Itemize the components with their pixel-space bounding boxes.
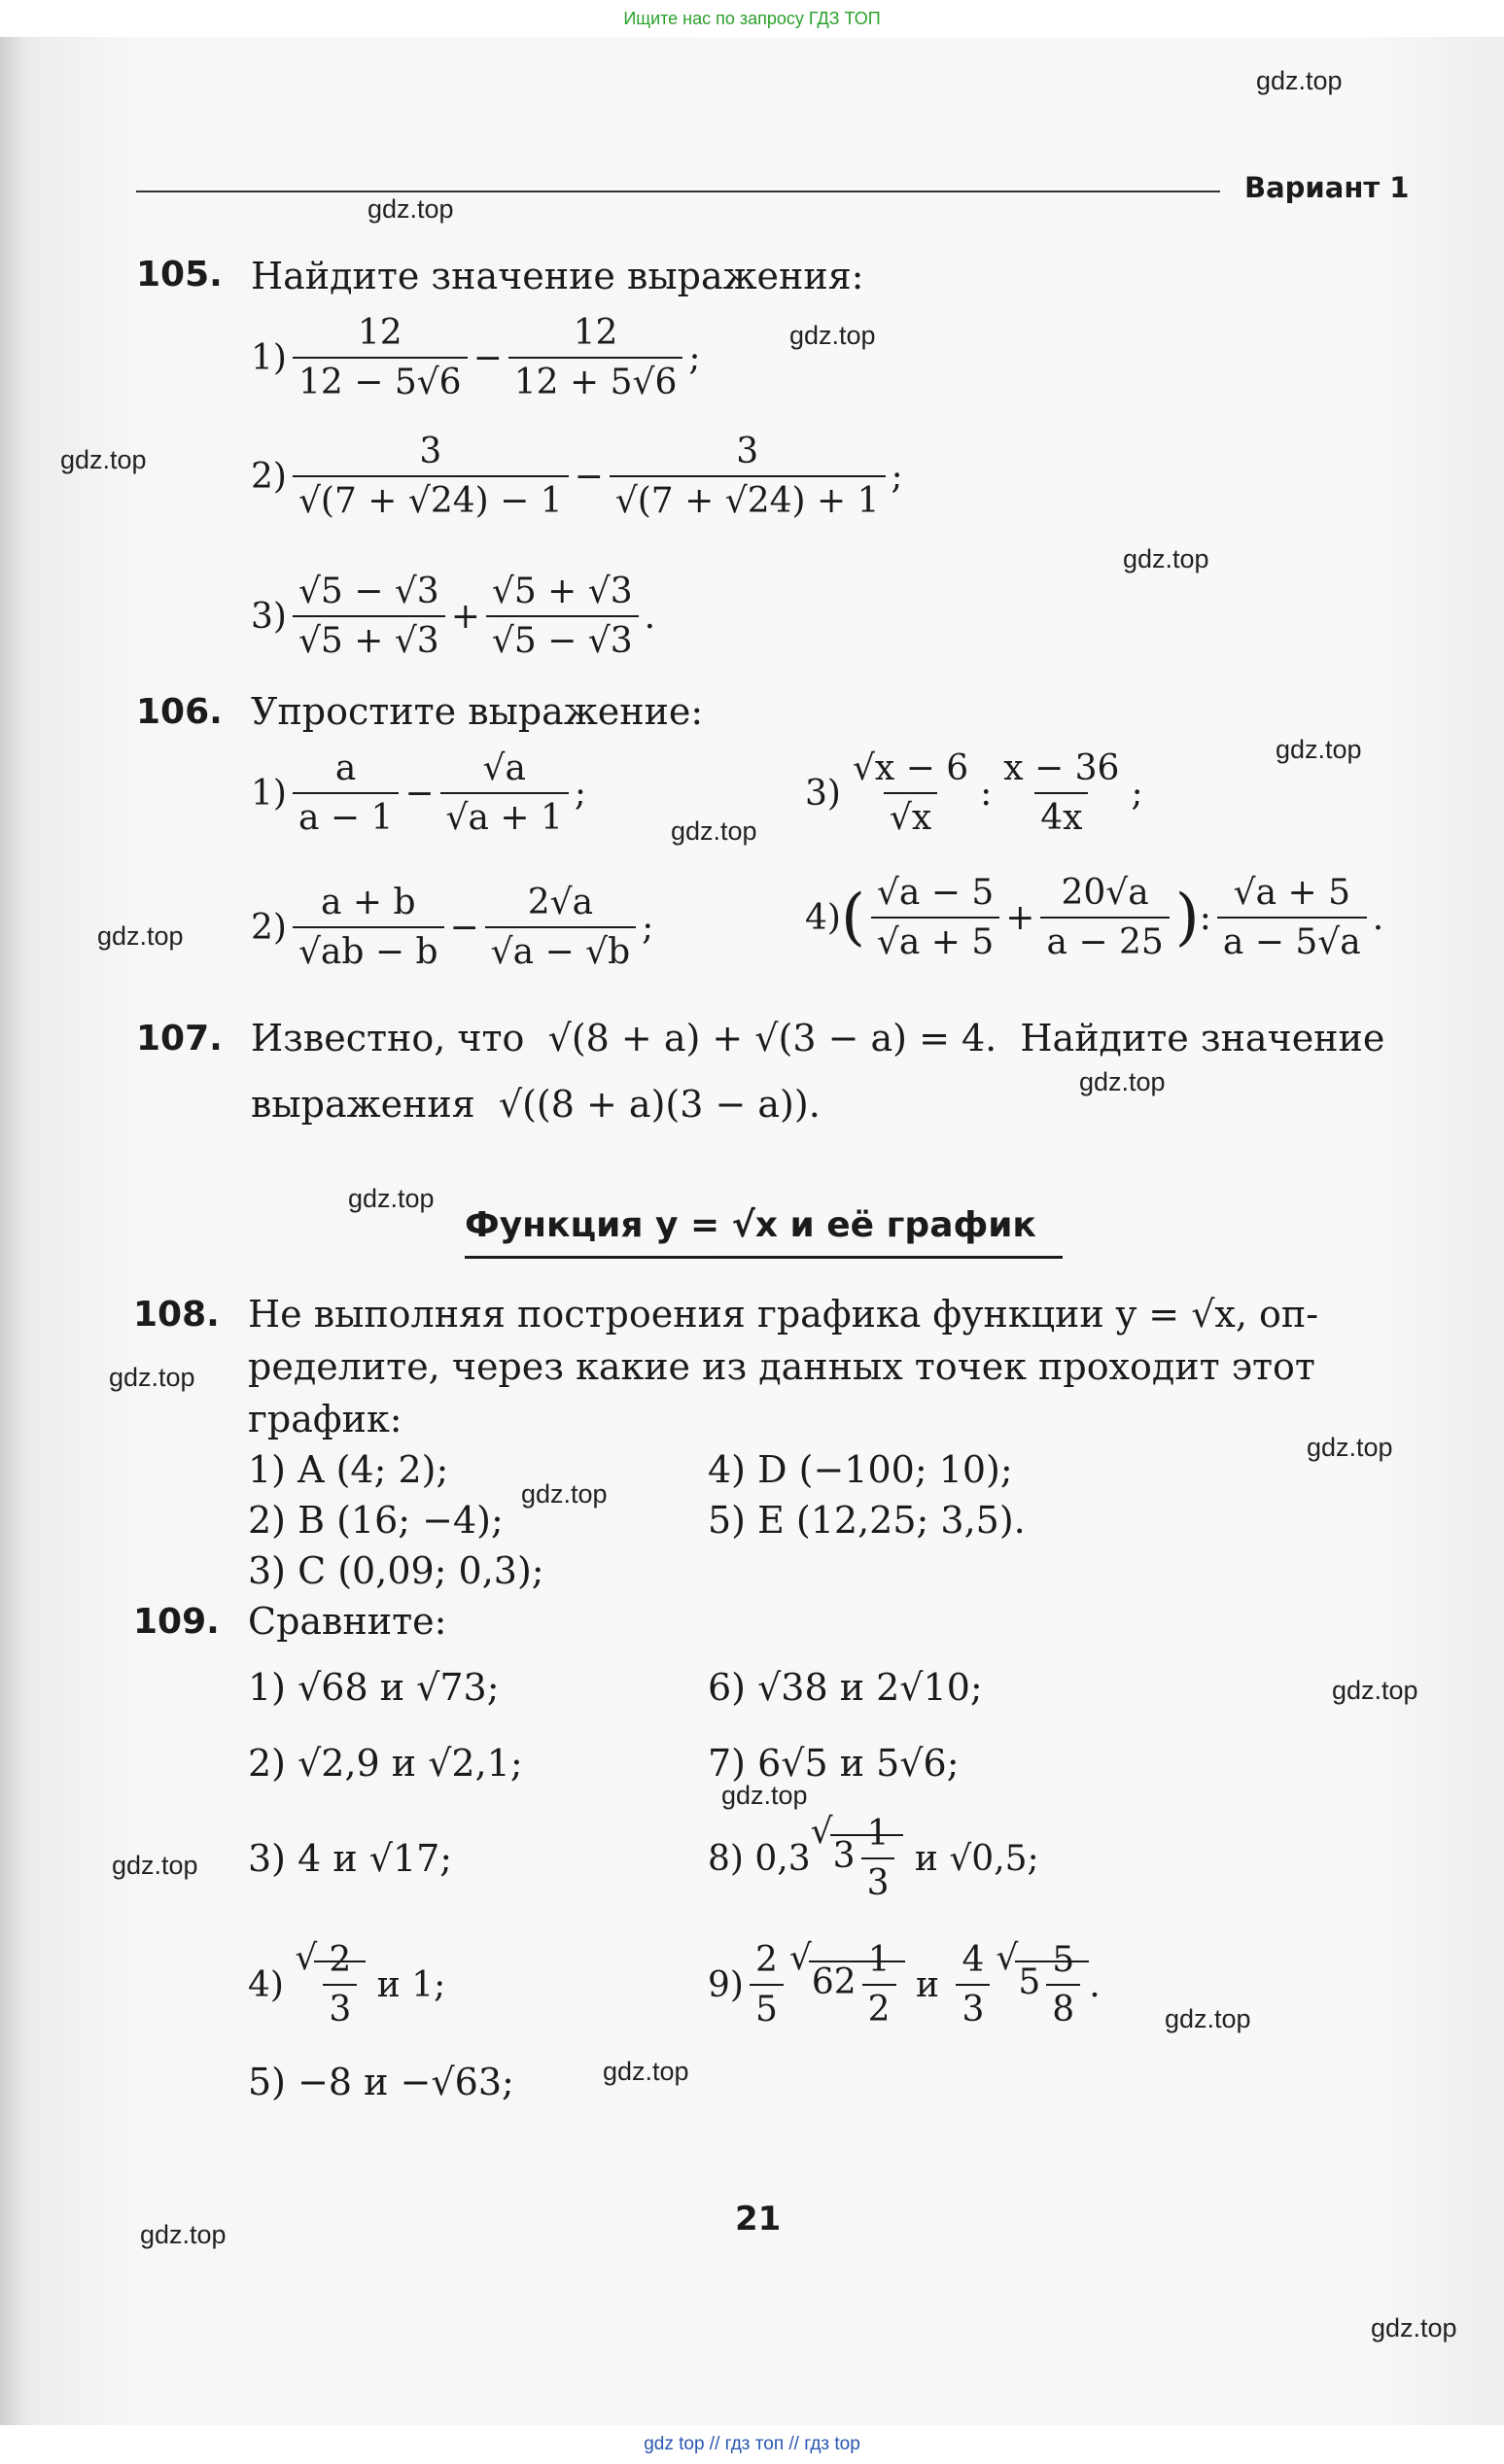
watermark: gdz.top	[1371, 2313, 1457, 2343]
section-underline	[465, 1256, 1063, 1259]
watermark: gdz.top	[603, 2057, 689, 2086]
option-108-2: 2) B (16; −4);	[248, 1499, 504, 1542]
top-banner[interactable]: Ищите нас по запросу ГДЗ ТОП	[0, 0, 1504, 37]
item-106-4: 4) ( $\frac{√a - 5}{√a + 5}$ + $\frac{20√a}{a - 25}$ ) : $\frac{√a + 5}{a - 5√a}$ .	[805, 873, 1384, 962]
item-109-1: 1) √68 и √73;	[248, 1666, 500, 1709]
item-109-6: 6) √38 и 2√10;	[708, 1666, 983, 1709]
item-109-5: 5) −8 и −√63;	[248, 2061, 514, 2103]
watermark: gdz.top	[348, 1184, 435, 1213]
item-109-9: 9) $\frac{2}{5}$ √ 62 $\frac{1}{2}$ и $\frac{4}{3}$ √ 5 $\frac{5}{8}$ .	[708, 1940, 1101, 2030]
watermark: gdz.top	[1332, 1676, 1418, 1705]
problem-107-line1: Известно, что √(8 + a) + √(3 − a) = 4. Найдите значение	[251, 1017, 1385, 1059]
option-108-4: 4) D (−100; 10);	[708, 1448, 1013, 1491]
watermark: gdz.top	[367, 194, 454, 224]
variant-label: Вариант 1	[1244, 171, 1410, 204]
item-106-3: 3) $\frac{√x - 6}{√x}$ : $\frac{x - 36}{4x}$ ;	[805, 748, 1143, 838]
watermark: gdz.top	[1123, 544, 1209, 573]
watermark: gdz.top	[721, 1781, 808, 1810]
item-109-8: 8) 0,3 √ 3 $\frac{1}{3}$ и √0,5;	[708, 1814, 1039, 1903]
watermark: gdz.top	[112, 1851, 198, 1880]
watermark: gdz.top	[1256, 66, 1343, 95]
item-109-4: 4) √ $\frac{2}{3}$ и 1;	[248, 1940, 445, 2030]
watermark: gdz.top	[1307, 1433, 1393, 1462]
item-106-2: 2) $\frac{a + b}{√ab - b}$ − $\frac{2√a}{√a - √b}$ ;	[251, 883, 654, 972]
problem-108-line3: график:	[248, 1398, 402, 1440]
watermark: gdz.top	[1165, 2004, 1251, 2033]
item-105-1: 1) $\frac{12}{12 - 5√6}$ − $\frac{12}{12 + 5√6}$ ;	[251, 313, 701, 402]
item-105-3: 3) $\frac{√5 - √3}{√5 + √3}$ + $\frac{√5 + √3}{√5 - √3}$ .	[251, 572, 656, 661]
watermark: gdz.top	[60, 445, 147, 474]
item-109-3: 3) 4 и √17;	[248, 1837, 453, 1880]
problem-title: Найдите значение выражения:	[251, 255, 864, 297]
item-106-1: 1) $\frac{a}{a - 1}$ − $\frac{√a}{√a + 1}$ ;	[251, 748, 587, 838]
item-109-2: 2) √2,9 и √2,1;	[248, 1742, 523, 1785]
page-number: 21	[735, 2200, 782, 2238]
problem-number: 107.	[136, 1019, 223, 1058]
watermark: gdz.top	[789, 321, 876, 350]
option-108-1: 1) A (4; 2);	[248, 1448, 449, 1491]
option-108-3: 3) C (0,09; 0,3);	[248, 1549, 544, 1592]
watermark: gdz.top	[109, 1363, 195, 1392]
problem-108-line2: ределите, через какие из данных точек проходит этот	[248, 1345, 1315, 1388]
bottom-banner[interactable]: gdz top // гдз топ // гдз top	[0, 2425, 1504, 2464]
watermark: gdz.top	[1276, 735, 1362, 764]
problem-number: 105.	[136, 255, 223, 295]
watermark: gdz.top	[521, 1479, 608, 1509]
problem-title: Упростите выражение:	[251, 690, 704, 733]
section-heading: Функция y = √x и её график	[465, 1205, 1036, 1245]
watermark: gdz.top	[140, 2220, 227, 2249]
item-105-2: 2) $\frac{3}{√(7 + √24) - 1}$ − $\frac{3}{√(7 + √24) + 1}$ ;	[251, 432, 903, 521]
problem-107-line2: выражения √((8 + a)(3 − a)).	[251, 1083, 821, 1126]
watermark: gdz.top	[97, 921, 184, 951]
watermark: gdz.top	[1079, 1067, 1166, 1096]
problem-number: 108.	[133, 1295, 220, 1335]
problem-title: Сравните:	[248, 1600, 447, 1643]
header-rule	[136, 191, 1220, 192]
problem-number: 109.	[133, 1602, 220, 1642]
watermark: gdz.top	[671, 816, 757, 846]
option-108-5: 5) E (12,25; 3,5).	[708, 1499, 1026, 1542]
problem-108-line1: Не выполняя построения графика функции y = √x, оп-	[248, 1293, 1319, 1336]
item-109-7: 7) 6√5 и 5√6;	[708, 1742, 960, 1785]
problem-number: 106.	[136, 692, 223, 732]
